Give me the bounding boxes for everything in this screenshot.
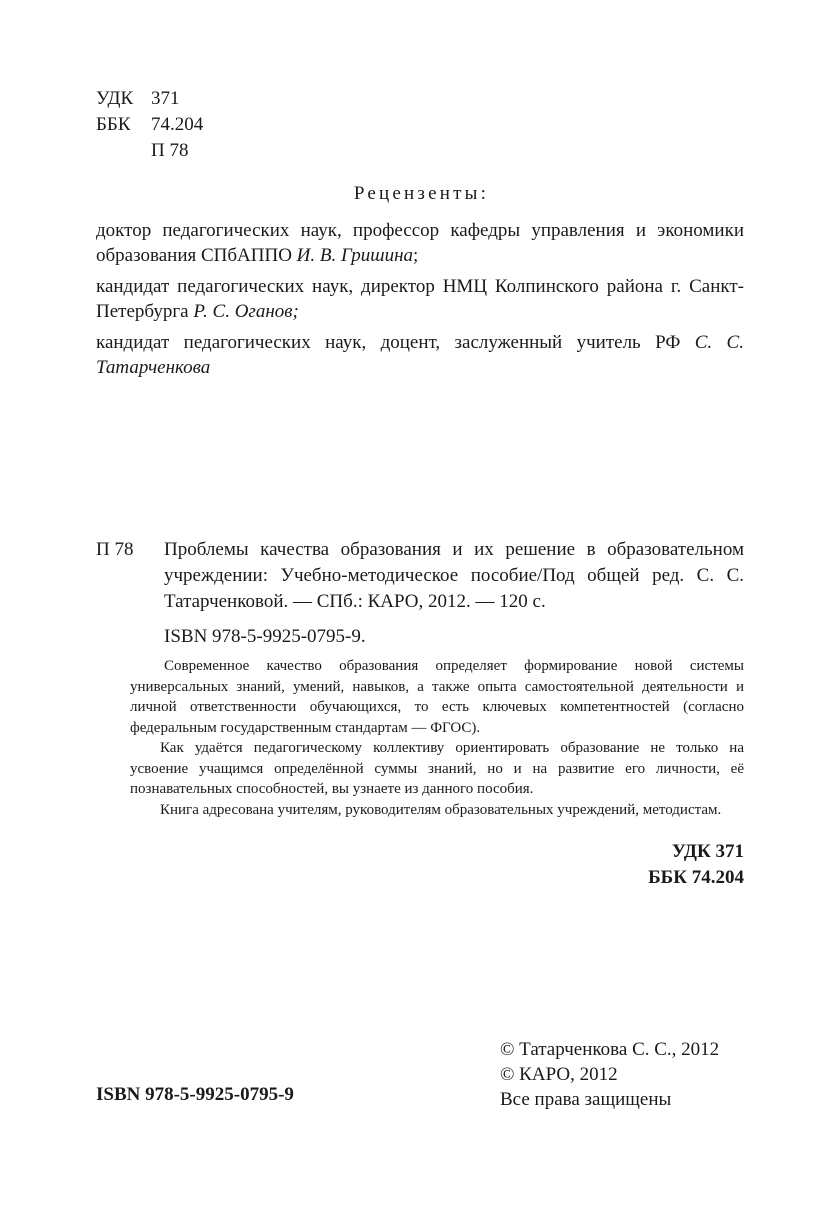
reviewer-credentials: кандидат педагогических наук, директор НМЦ Колпинского района г. Санкт-Петербурга — [96, 276, 744, 322]
bbk-row — [96, 112, 203, 138]
reviewer-item — [96, 274, 744, 324]
udk-code: УДК 371 — [671, 841, 744, 862]
catalog-entry — [96, 537, 744, 615]
isbn-footer: ISBN 978-5-9925-0795-9 — [96, 1084, 294, 1105]
author-mark: П 78 — [151, 140, 189, 161]
copyright-author: © Татарченкова С. С., 2012 — [500, 1039, 720, 1060]
catalog-isbn: ISBN 978-5-9925-0795-9. — [164, 626, 366, 647]
udk-value: 371 — [151, 88, 180, 109]
rights-notice: Все права защищены — [500, 1089, 672, 1110]
reviewer-credentials: доктор педагогических наук, профессор кафедры управления и экономики образования СПбАППО — [96, 220, 744, 266]
abstract-paragraph: Книга адресована учителям, руководителям образовательных учреждений, методистам. — [160, 801, 722, 818]
abstract-paragraph: Как удаётся педагогическому коллективу ориентировать образование не только на усвоение учащимся определённой суммы знаний, но и на развитие его личности, её познавательных способностей, вы узнаете из данного пособия. — [130, 740, 744, 797]
copyright-publisher: © КАРО, 2012 — [500, 1064, 618, 1085]
reviewer-name: И. В. Гришина — [296, 245, 414, 266]
classification-block — [96, 86, 203, 164]
classification-codes-right — [648, 839, 744, 891]
author-mark-row — [96, 138, 203, 164]
catalog-entry-block — [96, 537, 744, 650]
bbk-code: ББК 74.204 — [648, 867, 744, 888]
reviewer-credentials: кандидат педагогических наук, доцент, заслуженный учитель РФ — [96, 332, 695, 353]
catalog-description: Проблемы качества образования и их решение в образовательном учреждении: Учебно-методическое пособие/Под общей ред. С. С. Татарченковой. — СПб.: КАРО, 2012. — 120 с. — [164, 539, 744, 612]
udk-row — [96, 86, 203, 112]
copyright-block — [500, 1037, 719, 1112]
reviewer-item — [96, 218, 744, 268]
abstract-paragraph: Современное качество образования определяет формирование новой системы универсальных знаний, умений, навыков, а также опыта самостоятельной деятельности и личной ответственности обучающихся, то есть ключевых компетентностей (согласно федеральным государственным стандартам — ФГОС). — [130, 658, 744, 736]
reviewer-suffix: ; — [413, 245, 419, 266]
bbk-label: ББК — [96, 114, 131, 135]
reviewer-item — [96, 330, 744, 380]
reviewers-list — [96, 218, 744, 386]
reviewers-heading: Рецензенты: — [353, 183, 490, 204]
udk-label: УДК — [96, 88, 134, 109]
catalog-code: П 78 — [96, 539, 134, 560]
reviewer-name: С. С. Татарченкова — [96, 332, 744, 378]
abstract-block — [130, 656, 744, 820]
bbk-value: 74.204 — [151, 114, 204, 135]
reviewer-name: Р. С. Оганов; — [193, 301, 299, 322]
